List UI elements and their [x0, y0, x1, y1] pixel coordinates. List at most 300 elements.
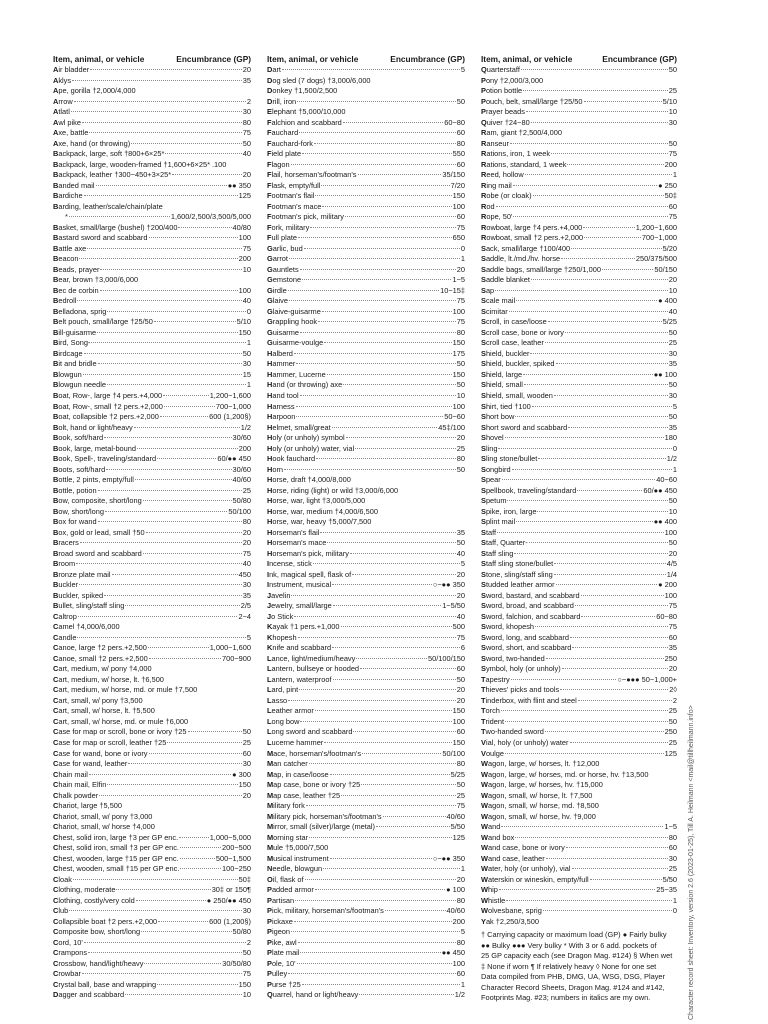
encumbrance-value: 100: [664, 590, 677, 600]
encumbrance-value: 75: [242, 548, 251, 558]
table-row: [267, 749, 465, 760]
table-row: [481, 633, 677, 644]
table-row: [53, 601, 251, 612]
dot-leader: [571, 248, 661, 249]
table-row: [53, 559, 251, 570]
table-row: [481, 465, 677, 476]
encumbrance-value: 60: [456, 664, 465, 674]
dot-leader: [73, 879, 238, 880]
table-row: [267, 917, 465, 928]
table-row: [53, 233, 251, 244]
table-row: [53, 927, 251, 938]
table-row: [481, 517, 677, 528]
table-row: [481, 685, 677, 696]
item-name: Cord, 10': [53, 937, 83, 947]
encumbrance-value: 100: [452, 958, 465, 968]
dot-leader: [136, 900, 206, 901]
dot-leader: [505, 437, 664, 438]
item-name: Quarterstaff: [481, 65, 520, 74]
table-row: [481, 296, 677, 307]
item-name: Quarrel, hand or light/heavy: [267, 990, 359, 1000]
table-row: [481, 444, 677, 455]
encumbrance-value: 700−1,000: [641, 233, 677, 243]
dot-leader: [288, 700, 456, 701]
dot-leader: [298, 637, 456, 638]
item-name: Ranseur: [481, 138, 509, 148]
item-name: Bronze plate mail: [53, 569, 111, 579]
encumbrance-value: 200: [452, 916, 465, 926]
table-row: [53, 107, 251, 118]
encumbrance-value: ● 400: [658, 296, 677, 306]
item-name: Glaive: [267, 296, 288, 306]
table-row: [53, 275, 251, 286]
item-name: Bottle, potion: [53, 485, 97, 495]
dot-leader: [291, 595, 455, 596]
item-name: Belt pouch, small/large †25/50: [53, 317, 153, 327]
encumbrance-value: 30: [242, 906, 251, 916]
table-row: [53, 612, 251, 623]
item-name: Tinderbox, with flint and steel: [481, 695, 577, 705]
dot-leader: [531, 122, 668, 123]
dot-leader: [507, 500, 667, 501]
dot-leader: [98, 363, 242, 364]
column-3: [481, 54, 677, 1004]
dot-leader: [144, 963, 221, 964]
item-name: Camel †4,000/6,000: [53, 622, 120, 632]
table-row: [267, 843, 465, 854]
dot-leader: [361, 784, 455, 785]
footnote-line: † Carrying capacity or maximum load (GP) ● Fairly bulky: [481, 930, 667, 940]
dot-leader: [99, 795, 242, 796]
dot-leader: [341, 626, 452, 627]
table-row: [267, 317, 465, 328]
item-name: Grappling hook: [267, 317, 318, 327]
encumbrance-value: 30/60: [232, 464, 251, 474]
dot-leader: [513, 216, 667, 217]
item-name: Blowgun needle: [53, 380, 107, 390]
encumbrance-value: 250: [664, 653, 677, 663]
item-name: Scimitar: [481, 306, 508, 316]
dot-leader: [323, 868, 460, 869]
table-row: [267, 780, 465, 791]
table-row: [267, 191, 465, 202]
table-row: [53, 338, 251, 349]
table-row: [53, 517, 251, 528]
item-name: Wagon, large, w/ horses, md. or horse, hv. †13,500: [481, 769, 649, 779]
encumbrance-value: 75: [242, 243, 251, 253]
table-row: [53, 654, 251, 665]
item-name: Box, gold or lead, small †50: [53, 527, 145, 537]
encumbrance-value: 80: [668, 832, 677, 842]
dot-leader: [89, 132, 241, 133]
table-row: [267, 969, 465, 980]
dot-leader: [341, 795, 456, 796]
table-row: [267, 654, 465, 665]
dot-leader: [523, 374, 653, 375]
item-name: Sword, bastard, and scabbard: [481, 590, 580, 600]
encumbrance-value: 50: [456, 96, 465, 106]
dot-leader: [77, 637, 245, 638]
encumbrance-value: 150: [238, 979, 251, 989]
encumbrance-value: 30/50/80: [222, 958, 251, 968]
dot-leader: [298, 237, 452, 238]
encumbrance-value: 2: [672, 695, 677, 705]
table-row: [267, 738, 465, 749]
encumbrance-value: 0: [460, 243, 465, 253]
encumbrance-value: 1,000−5,000: [209, 832, 251, 842]
table-row: [481, 580, 677, 591]
table-row: [481, 486, 677, 497]
encumbrance-value: 10: [456, 390, 465, 400]
item-name: Mirror, small (silver)/large (metal): [267, 822, 376, 832]
table-row: [53, 791, 251, 802]
table-row: [53, 433, 251, 444]
dot-leader: [294, 616, 455, 617]
item-name: Bear, brown †3,000/6,000: [53, 275, 139, 285]
dot-leader: [146, 532, 242, 533]
encumbrance-value: 100−250: [222, 864, 251, 874]
encumbrance-value: 75: [668, 622, 677, 632]
table-row: [267, 685, 465, 696]
table-row: [267, 412, 465, 423]
table-row: [53, 380, 251, 391]
item-name: Bow, composite, short/long: [53, 496, 142, 506]
encumbrance-value: 35: [456, 527, 465, 537]
table-row: [267, 496, 465, 507]
table-row: [481, 612, 677, 623]
item-name: Pony †2,000/3,000: [481, 75, 544, 85]
table-row: [267, 307, 465, 318]
table-row: [481, 896, 677, 907]
dot-leader: [546, 658, 664, 659]
encumbrance-value: 100: [238, 285, 251, 295]
item-name: Wand: [481, 822, 501, 832]
item-name: Chariot, small, w/ horse †4,000: [53, 822, 155, 832]
encumbrance-value: 200: [238, 443, 251, 453]
encumbrance-value: 125: [664, 748, 677, 758]
dot-leader: [188, 731, 242, 732]
item-name: Falchion and scabbard: [267, 117, 342, 127]
item-name: Battle axe: [53, 243, 87, 253]
table-row: [53, 170, 251, 181]
encumbrance-value: 500: [452, 622, 465, 632]
dot-leader: [107, 384, 246, 385]
item-name: Rope, 50': [481, 212, 513, 222]
table-row: [267, 601, 465, 612]
dot-leader: [581, 595, 664, 596]
table-row: [53, 160, 251, 171]
item-name: Wagon, small, w/ horse, md. †8,500: [481, 801, 599, 811]
encumbrance-value: 15: [242, 369, 251, 379]
encumbrance-value: 50/80: [232, 496, 251, 506]
item-name: Wand case, leather: [481, 853, 545, 863]
item-name: Stone, sling/staff sling: [481, 569, 553, 579]
dot-leader: [289, 300, 456, 301]
table-row: [481, 349, 677, 360]
item-name: Lucerne hammer: [267, 738, 324, 747]
encumbrance-value: ●● 400: [653, 517, 677, 527]
table-row: [53, 570, 251, 581]
table-row: [53, 591, 251, 602]
encumbrance-value: 6: [460, 643, 465, 653]
dot-leader: [289, 258, 460, 259]
encumbrance-value: 50‡: [664, 191, 677, 201]
dot-leader: [71, 111, 242, 112]
item-name: Leather armor: [267, 706, 314, 716]
encumbrance-value: 1,200−1,600: [209, 390, 251, 400]
item-name: Reed, hollow: [481, 170, 524, 180]
encumbrance-value: 50: [668, 538, 677, 548]
dot-leader: [116, 889, 210, 890]
table-row: [53, 538, 251, 549]
encumbrance-value: 1−5: [664, 822, 677, 832]
item-name: Field plate: [267, 149, 302, 159]
item-name: Torch: [481, 706, 500, 716]
table-row: [481, 854, 677, 865]
item-name: Horseman's flail: [267, 527, 320, 537]
item-name: Spetum: [481, 496, 507, 506]
item-name: Beads, prayer: [53, 264, 100, 274]
dot-leader: [505, 753, 664, 754]
encumbrance-value: 200: [664, 159, 677, 169]
encumbrance-value: 200: [238, 254, 251, 264]
dot-leader: [343, 122, 443, 123]
dot-leader: [87, 248, 241, 249]
encumbrance-value: 20: [242, 527, 251, 537]
dot-leader: [581, 616, 655, 617]
item-name: Voulge: [481, 748, 505, 758]
encumbrance-value: 50: [668, 716, 677, 726]
encumbrance-value: 60: [668, 632, 677, 642]
table-row: [53, 969, 251, 980]
dot-leader: [154, 321, 236, 322]
table-row: [53, 875, 251, 886]
dot-leader: [514, 553, 667, 554]
encumbrance-value: ● 100: [446, 885, 465, 895]
dot-leader: [112, 574, 238, 575]
encumbrance-value: 50/150: [654, 264, 677, 274]
item-name: Case for wand, leather: [53, 759, 128, 769]
item-name: Caltrop: [53, 611, 77, 621]
table-row: [481, 875, 677, 886]
item-name: Saddle bags, small/large †250/1,000: [481, 264, 601, 274]
table-row: [53, 959, 251, 970]
table-row: [481, 843, 677, 854]
encumbrance-value: 75: [668, 149, 677, 159]
item-name: Case for map or scroll, leather †25: [53, 738, 167, 747]
dot-leader: [141, 931, 231, 932]
encumbrance-value: 10: [242, 990, 251, 1000]
table-row: [53, 86, 251, 97]
item-name: Blowgun: [53, 369, 82, 379]
item-name: Barding, leather/scale/chain/plate: [53, 201, 163, 211]
encumbrance-value: 0: [672, 906, 677, 916]
encumbrance-value: 50: [668, 496, 677, 506]
dot-leader: [98, 490, 242, 491]
dot-leader: [529, 542, 668, 543]
item-name: Buckler, spiked: [53, 590, 104, 600]
encumbrance-value: 10−15‡: [440, 285, 465, 295]
table-row: [53, 685, 251, 696]
encumbrance-value: 5: [460, 927, 465, 937]
table-row: [53, 359, 251, 370]
encumbrance-value: 5/50: [662, 874, 677, 884]
encumbrance-value: 1/2: [454, 990, 465, 1000]
encumbrance-value: 50: [242, 727, 251, 737]
table-row: [481, 654, 677, 665]
table-row: [481, 791, 677, 802]
table-row: [481, 885, 677, 896]
table-row: [53, 202, 251, 213]
encumbrance-value: 150: [452, 191, 465, 201]
encumbrance-value: 5/10: [662, 96, 677, 106]
dot-leader: [584, 101, 662, 102]
encumbrance-value: 10: [668, 107, 677, 117]
encumbrance-value: ●● 350: [227, 180, 251, 190]
table-row: [481, 759, 677, 770]
table-row: [53, 696, 251, 707]
item-name: Shield, small: [481, 380, 523, 390]
table-row: [481, 338, 677, 349]
table-row: [267, 822, 465, 833]
encumbrance-value: 35: [668, 422, 677, 432]
item-name: Sack, small/large †100/400: [481, 243, 571, 253]
dot-leader: [533, 195, 664, 196]
encumbrance-value: 600 (1,200§): [209, 916, 251, 926]
item-name: Hook fauchard: [267, 454, 316, 464]
encumbrance-value: 80: [456, 454, 465, 464]
dot-leader: [172, 174, 242, 175]
encumbrance-value: 35: [242, 590, 251, 600]
item-name: Yak †2,250/3,500: [481, 916, 539, 926]
table-row: [53, 938, 251, 949]
item-name: Harpoon: [267, 412, 296, 422]
table-row: [267, 759, 465, 770]
table-row: [481, 801, 677, 812]
dot-leader: [143, 553, 242, 554]
encumbrance-value: 5/20: [662, 243, 677, 253]
dot-leader: [84, 942, 246, 943]
dot-leader: [295, 900, 456, 901]
dot-leader: [333, 605, 441, 606]
dot-leader: [590, 879, 662, 880]
item-name: Crystal ball, base and wrapping: [53, 979, 157, 989]
dot-leader: [96, 185, 227, 186]
item-name: Shield, small, wooden: [481, 390, 553, 400]
item-name: Whip: [481, 885, 498, 895]
dot-leader: [160, 416, 208, 417]
dot-leader: [80, 542, 242, 543]
item-name: Chariot, small, w/ pony †3,000: [53, 811, 153, 821]
table-row: [267, 706, 465, 717]
dot-leader: [512, 469, 672, 470]
item-name: Clothing, costly/very cold: [53, 895, 135, 905]
dot-leader: [525, 174, 672, 175]
item-name: Pike, awl: [267, 937, 297, 947]
table-row: [267, 938, 465, 949]
item-name: Padded armor: [267, 885, 314, 895]
encumbrance-value: 5/25: [450, 769, 465, 779]
encumbrance-value: 10: [668, 506, 677, 516]
item-name: Boat, collapsible †2 pers.+2,000: [53, 412, 159, 422]
item-name: Pickaxe: [267, 916, 293, 926]
item-name: Chalk powder: [53, 790, 99, 800]
item-name: Mace, horseman's/footman's: [267, 748, 362, 758]
table-row: [481, 181, 677, 192]
dot-leader: [568, 427, 667, 428]
item-name: Scroll case, leather: [481, 338, 544, 348]
table-row: [481, 149, 677, 160]
encumbrance-value: 40: [242, 296, 251, 306]
dot-leader: [511, 679, 617, 680]
encumbrance-value: 30: [668, 117, 677, 127]
item-name: Crampons: [53, 948, 88, 958]
dot-leader: [164, 406, 215, 407]
table-row: [53, 822, 251, 833]
footnote-line: Footprints Mag. #23; numbers in italics are my own.: [481, 993, 651, 1003]
dot-leader: [296, 416, 443, 417]
table-row: [481, 244, 677, 255]
dot-leader: [315, 710, 452, 711]
table-row: [53, 65, 251, 76]
encumbrance-value: 60−80: [656, 611, 677, 621]
item-name: Mule †5,000/7,500: [267, 843, 329, 853]
encumbrance-value: 50: [668, 138, 677, 148]
table-row: [53, 454, 251, 465]
encumbrance-value: 1−5: [452, 275, 465, 285]
encumbrance-value: 40: [456, 548, 465, 558]
item-name: Sword, short, and scabbard: [481, 643, 572, 653]
table-row: [267, 254, 465, 265]
item-name: Footman's flail: [267, 191, 315, 201]
table-row: [481, 275, 677, 286]
encumbrance-value: 50: [242, 348, 251, 358]
table-row: [267, 359, 465, 370]
item-name: Book, large, metal-bound: [53, 443, 136, 453]
dot-leader: [320, 532, 455, 533]
encumbrance-value: 2◊: [669, 685, 677, 695]
table-row: [53, 496, 251, 507]
item-name: Potion bottle: [481, 86, 523, 96]
table-row: [267, 486, 465, 497]
item-name: Dagger and scabbard: [53, 990, 125, 1000]
table-row: [481, 727, 677, 738]
item-name: Clothing, moderate: [53, 885, 116, 895]
item-name: Sling stone/bullet: [481, 454, 538, 464]
dot-leader: [524, 384, 668, 385]
dot-leader: [107, 311, 245, 312]
table-row: [267, 275, 465, 286]
dot-leader: [313, 563, 460, 564]
dot-leader: [282, 69, 460, 70]
table-row: [267, 65, 465, 76]
item-name: Garrot: [267, 254, 288, 264]
dot-leader: [562, 668, 668, 669]
encumbrance-value: 50: [456, 538, 465, 548]
item-name: Air bladder: [53, 65, 90, 74]
dot-leader: [521, 69, 668, 70]
item-name: Fauchard: [267, 128, 299, 138]
table-row: [481, 601, 677, 612]
item-name: Dog sled (7 dogs) †3,000/6,000: [267, 75, 371, 85]
table-row: [481, 254, 677, 265]
item-name: Javelin: [267, 590, 291, 600]
dot-leader: [148, 647, 209, 648]
item-name: Partisan: [267, 895, 295, 905]
table-row: [53, 181, 251, 192]
dot-leader: [149, 753, 242, 754]
table-row: [267, 97, 465, 108]
